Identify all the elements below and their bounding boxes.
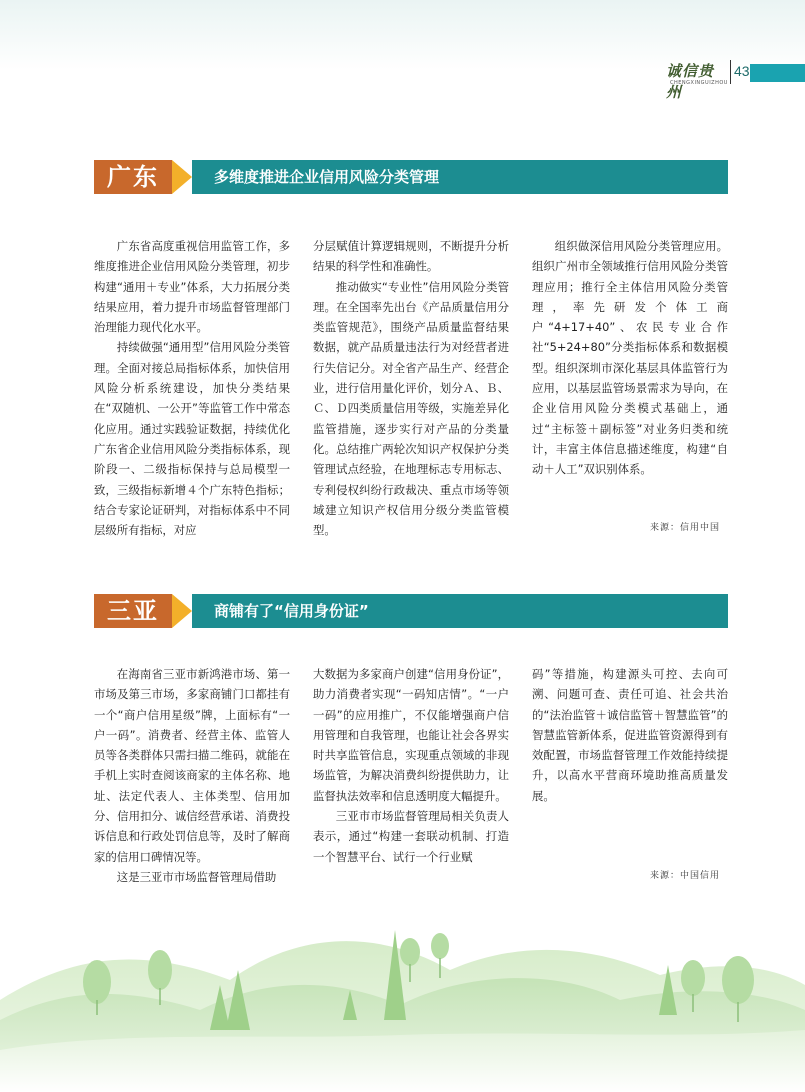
paragraph: 这是三亚市市场监督管理局借助 [116, 869, 277, 884]
section-title: 多维度推进企业信用风险分类管理 [214, 168, 440, 186]
article-column-3 [532, 664, 728, 806]
title-bar [192, 594, 728, 628]
region-tag: 广东 [94, 160, 172, 194]
source-credit: 来源：信用中国 [650, 523, 721, 533]
section-banner-guangdong [94, 160, 728, 194]
source-credit: 来源：中国信用 [650, 871, 721, 881]
arrow-icon [172, 594, 192, 628]
paragraph: 推动做实“专业性”信用风险分类管理。在全国率先出台《产品质量信用分类监管规范》，围绕产品质量监督结果数据，就产品质量违法行为对经营者进行失信记分。对全省产品生产、经营企业，进行信用量化评价，划分Ａ、Ｂ、Ｃ、Ｄ四类质量信用等级，实施差异化监管措施，逐步实行对产品的分类量化。总结推广两轮次知识产权保护分类管理试点经验，在地理标志专用标志、专利侵权纠纷行政裁决、重点市场等领域建立知识产权信用分级分类监管模型。 [313, 279, 509, 538]
section-banner-sanya [94, 594, 728, 628]
masthead-divider [730, 60, 731, 84]
brand-logo [664, 58, 728, 101]
landscape-illustration [0, 890, 805, 1092]
title-bar [192, 160, 728, 194]
paragraph: 码”等措施，构建源头可控、去向可溯、问题可查、责任可追、社会共治的“法治监管＋诚信监管＋智慧监管”的智慧监管新体系，促进监管资源得到有效配置，市场监督管理工作效能持续提升，以高水平营商环境助推高质量发展。 [532, 667, 728, 803]
article-column-1 [94, 664, 290, 887]
paragraph: 分层赋值计算逻辑规则，不断提升分析结果的科学性和准确性。 [313, 239, 509, 274]
masthead-accent-bar [750, 64, 805, 82]
brand-name-pinyin: CHENGXINGUIZHOU [670, 80, 728, 86]
paragraph: 组织做深信用风险分类管理应用。组织广州市全领域推行信用风险分类管理应用；推行全主体信用风险分类管理，率先研发个体工商户“4+17+40”、农民专业合作社“5+24+80”分类指标体系和数据模型。组织深圳市深化基层具体监管行为应用，以基层监管场景需求为导向，在企业信用风险分类模式基础上，通过“主标签＋副标签”对业务归类和统计，丰富主体信息描述维度，构建“自动＋人工”双识别体系。 [532, 239, 728, 477]
arrow-icon [172, 160, 192, 194]
section-title: 商铺有了“信用身份证” [214, 602, 369, 620]
article-column-3 [532, 236, 728, 480]
brand-name: 诚信贵州 [666, 62, 715, 101]
paragraph: 广东省高度重视信用监管工作，多维度推进企业信用风险分类管理，初步构建“通用＋专业”体系，大力拓展分类结果应用，着力提升市场监督管理部门治理能力现代化水平。 [94, 239, 290, 335]
masthead [664, 58, 805, 101]
paragraph: 三亚市市场监督管理局相关负责人表示，通过“构建一套联动机制、打造一个智慧平台、试行一个行业赋 [313, 809, 509, 864]
region-tag: 三亚 [94, 594, 172, 628]
article-column-2 [313, 236, 509, 540]
paragraph: 在海南省三亚市新鸿港市场、第一市场及第三市场，多家商铺门口都挂有一个“商户信用星级”牌，上面标有“一户一码”。消费者、经营主体、监管人员等各类群体只需扫描二维码，就能在手机上实时查阅该商家的主体名称、地址、法定代表人、主体类型、信用加分、信用扣分、诚信经营承诺、消费投诉信息和行政处罚信息等，及时了解商家的信用口碑情况等。 [94, 667, 290, 864]
paragraph: 大数据为多家商户创建“信用身份证”，助力消费者实现“一码知店情”。“一户一码”的应用推广，不仅能增强商户信用管理和自我管理，也能让社会各界实时共享监管信息，实现重点领域的非现场监管，为解决消费纠纷提供助力，让监督执法效率和信息透明度大幅提升。 [313, 667, 509, 803]
paragraph: 持续做强“通用型”信用风险分类管理。全面对接总局指标体系，加快信用风险分析系统建设，加快分类结果在“双随机、一公开”等监管工作中常态化应用。通过实践验证数据，持续优化广东省企业信用风险分类指标体系，现阶段一、二级指标保持与总局模型一致，三级指标新增４个广东特色指标；结合专家论证研判，对指标体系中不同层级所有指标，对应 [94, 340, 290, 538]
article-column-2 [313, 664, 509, 867]
article-column-1 [94, 236, 290, 540]
page-number: 43 [734, 63, 750, 79]
